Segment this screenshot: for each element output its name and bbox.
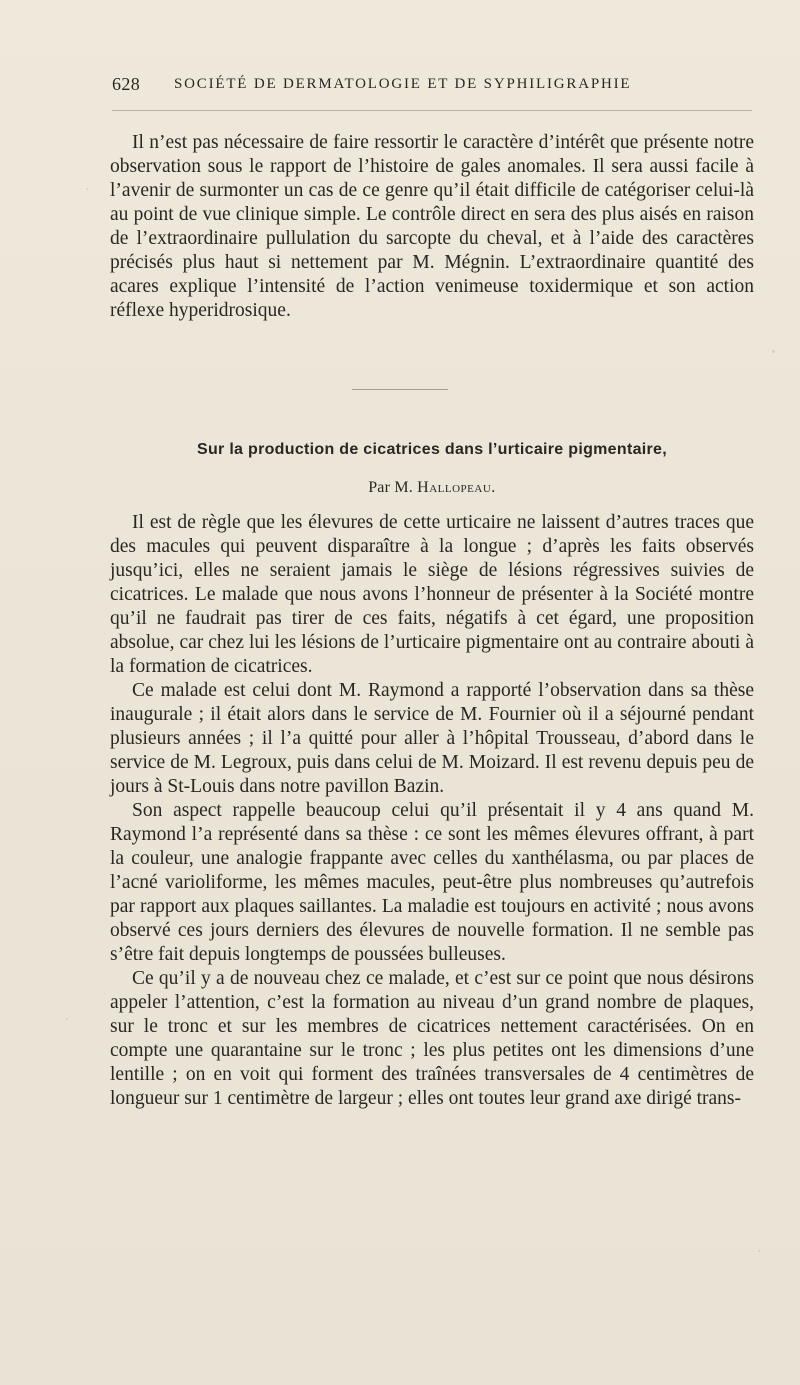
section-separator (352, 389, 448, 390)
article-title: Sur la production de cicatrices dans l’urticaire pigmentaire, (197, 441, 667, 458)
paragraph: Il n’est pas nécessaire de faire ressortir le caractère d’intérêt que présente notre observation sous le rapport de l’histoire de gales anomales. Il sera aussi facile à l’avenir de surmonter un cas de ce genre qu’il était difficile de catégoriser celui-là au point de vue clinique simple. Le contrôle direct en sera des plus aisés en raison de l’extraordinaire pullulation du sarcopte du cheval, et à l’aide des caractères précisés plus haut si nettement par M. Mégnin. L’extraordinaire quantité des acares explique l’intensité de l’action venimeuse toxidermique et son action réflexe hyperidrosique. (110, 132, 754, 321)
page-header (112, 74, 752, 102)
header-rule (112, 110, 752, 111)
author-name: Hallopeau. (417, 479, 496, 496)
article-byline (110, 479, 754, 497)
paper-speck (86, 188, 88, 190)
paper-speck (758, 1250, 760, 1252)
article-paragraph-3: Son aspect rappelle beaucoup celui qu’il présentait il y 4 ans quand M. Raymond l’a représenté dans sa thèse : ce sont les mêmes élevures offrant, à part la couleur, une analogie frappante avec celles du xanthélasma, ou par places de l’acné varioliforme, les mêmes macules, peut-être plus nombreuses qu’autrefois par rapport aux plaques saillantes. La maladie est toujours en activité ; nous avons observé ces jours derniers des élevures de nouvelle formation. Il ne semble pas s’être fait depuis longtemps de poussées bulleuses. (110, 800, 754, 965)
article-paragraph-4: Ce qu’il y a de nouveau chez ce malade, et c’est sur ce point que nous désirons appeler l’attention, c’est la formation au niveau d’un grand nombre de plaques, sur le tronc et sur les membres de cicatrices nettement caractérisées. On en compte une quarantaine sur le tronc ; les plus petites ont les dimensions d’une lentille ; on en voit qui forment des traînées transversales de 4 centimètres de longueur sur 1 centimètre de largeur ; elles ont toutes leur grand axe dirigé trans- (110, 968, 754, 1109)
byline-prefix: Par M. (368, 479, 413, 496)
paper-speck (66, 1018, 68, 1020)
paper-speck (772, 350, 775, 353)
article-paragraph-1: Il est de règle que les élevures de cette urticaire ne laissent d’autres traces que des macules qui peuvent disparaître à la longue ; d’après les faits observés jusqu’ici, elles ne seraient jamais le siège de lésions régressives suivies de cicatrices. Le malade que nous avons l’honneur de présenter à la Société montre qu’il ne faudrait pas tirer de ces faits, négatifs à cet égard, une proposition absolue, car chez lui les lésions de l’urticaire pigmentaire ont au contraire abouti à la formation de cicatrices. (110, 512, 754, 677)
page-number: 628 (112, 74, 141, 94)
article-paragraph-2: Ce malade est celui dont M. Raymond a rapporté l’observation dans sa thèse inaugurale ; il était alors dans le service de M. Fournier où il a séjourné pendant plusieurs années ; il l’a quitté pour aller à l’hôpital Trousseau, d’abord dans le service de M. Legroux, puis dans celui de M. Moizard. Il est revenu depuis peu de jours à St-Louis dans notre pavillon Bazin. (110, 680, 754, 797)
article-body (110, 511, 754, 1111)
running-title: SOCIÉTÉ DE DERMATOLOGIE ET DE SYPHILIGRAPHIE (174, 76, 632, 92)
previous-article-paragraph (110, 131, 754, 323)
